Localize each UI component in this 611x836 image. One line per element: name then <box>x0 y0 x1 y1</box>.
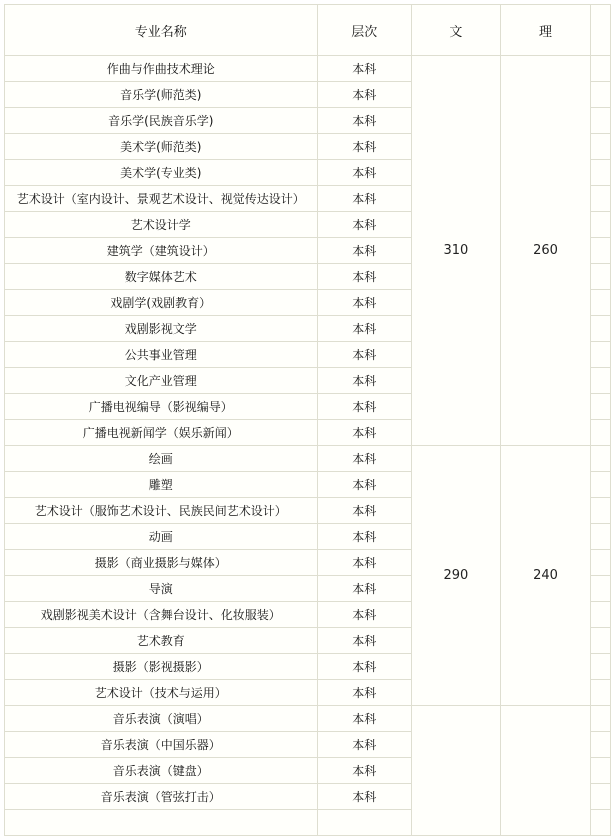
level-cell: 本科 <box>317 706 412 732</box>
header-row <box>5 5 611 56</box>
extra-cell <box>591 706 611 732</box>
extra-cell <box>591 186 611 212</box>
level-cell: 本科 <box>317 654 412 680</box>
major-name-cell: 建筑学（建筑设计） <box>5 238 318 264</box>
major-name-cell: 雕塑 <box>5 472 318 498</box>
level-cell: 本科 <box>317 186 412 212</box>
extra-cell <box>591 654 611 680</box>
major-name-cell: 公共事业管理 <box>5 342 318 368</box>
level-cell: 本科 <box>317 732 412 758</box>
li-score-cell <box>500 706 591 836</box>
extra-cell <box>591 212 611 238</box>
extra-cell <box>591 602 611 628</box>
extra-cell <box>591 316 611 342</box>
major-name-cell: 广播电视新闻学（娱乐新闻） <box>5 420 318 446</box>
extra-cell <box>591 472 611 498</box>
major-name-cell: 音乐表演（中国乐器） <box>5 732 318 758</box>
extra-cell <box>591 498 611 524</box>
level-cell: 本科 <box>317 472 412 498</box>
level-cell: 本科 <box>317 108 412 134</box>
major-name-cell: 美术学(专业类) <box>5 160 318 186</box>
level-cell: 本科 <box>317 290 412 316</box>
level-cell: 本科 <box>317 602 412 628</box>
table-row <box>5 56 611 82</box>
extra-cell <box>591 290 611 316</box>
extra-cell <box>591 56 611 82</box>
level-cell <box>317 810 412 836</box>
extra-cell <box>591 680 611 706</box>
extra-cell <box>591 810 611 836</box>
extra-cell <box>591 82 611 108</box>
major-name-cell: 作曲与作曲技术理论 <box>5 56 318 82</box>
level-cell: 本科 <box>317 316 412 342</box>
header-major-name: 专业名称 <box>5 5 318 56</box>
extra-cell <box>591 524 611 550</box>
level-cell: 本科 <box>317 758 412 784</box>
extra-cell <box>591 238 611 264</box>
wen-score-cell: 290 <box>412 446 501 706</box>
level-cell: 本科 <box>317 420 412 446</box>
major-name-cell: 广播电视编导（影视编导） <box>5 394 318 420</box>
level-cell: 本科 <box>317 368 412 394</box>
extra-cell <box>591 342 611 368</box>
level-cell: 本科 <box>317 550 412 576</box>
table-body <box>5 56 611 836</box>
major-name-cell: 音乐表演（演唱） <box>5 706 318 732</box>
extra-cell <box>591 368 611 394</box>
li-score-cell: 240 <box>500 446 591 706</box>
major-name-cell: 摄影（影视摄影） <box>5 654 318 680</box>
level-cell: 本科 <box>317 394 412 420</box>
level-cell: 本科 <box>317 446 412 472</box>
extra-cell <box>591 420 611 446</box>
major-name-cell: 动画 <box>5 524 318 550</box>
major-name-cell: 音乐学(师范类) <box>5 82 318 108</box>
level-cell: 本科 <box>317 264 412 290</box>
major-name-cell: 艺术教育 <box>5 628 318 654</box>
major-name-cell: 导演 <box>5 576 318 602</box>
major-name-cell: 绘画 <box>5 446 318 472</box>
extra-cell <box>591 784 611 810</box>
extra-cell <box>591 108 611 134</box>
table-row <box>5 446 611 472</box>
li-score-cell: 260 <box>500 56 591 446</box>
level-cell: 本科 <box>317 160 412 186</box>
admission-score-table <box>4 4 611 836</box>
extra-cell <box>591 134 611 160</box>
extra-cell <box>591 160 611 186</box>
level-cell: 本科 <box>317 576 412 602</box>
level-cell: 本科 <box>317 628 412 654</box>
major-name-cell: 艺术设计学 <box>5 212 318 238</box>
major-name-cell: 音乐表演（管弦打击） <box>5 784 318 810</box>
major-name-cell: 音乐表演（键盘） <box>5 758 318 784</box>
major-name-cell: 艺术设计（技术与运用） <box>5 680 318 706</box>
wen-score-cell: 310 <box>412 56 501 446</box>
header-level: 层次 <box>317 5 412 56</box>
extra-cell <box>591 446 611 472</box>
extra-cell <box>591 628 611 654</box>
level-cell: 本科 <box>317 82 412 108</box>
extra-cell <box>591 758 611 784</box>
extra-cell <box>591 576 611 602</box>
major-name-cell: 音乐学(民族音乐学) <box>5 108 318 134</box>
level-cell: 本科 <box>317 212 412 238</box>
major-name-cell: 戏剧学(戏剧教育） <box>5 290 318 316</box>
level-cell: 本科 <box>317 498 412 524</box>
extra-cell <box>591 550 611 576</box>
major-name-cell: 美术学(师范类) <box>5 134 318 160</box>
major-name-cell: 文化产业管理 <box>5 368 318 394</box>
table-row <box>5 706 611 732</box>
major-name-cell: 摄影（商业摄影与媒体） <box>5 550 318 576</box>
extra-cell <box>591 732 611 758</box>
extra-cell <box>591 264 611 290</box>
level-cell: 本科 <box>317 238 412 264</box>
header-li: 理 <box>500 5 591 56</box>
level-cell: 本科 <box>317 342 412 368</box>
level-cell: 本科 <box>317 56 412 82</box>
major-name-cell: 艺术设计（服饰艺术设计、民族民间艺术设计） <box>5 498 318 524</box>
major-name-cell: 数字媒体艺术 <box>5 264 318 290</box>
level-cell: 本科 <box>317 784 412 810</box>
major-name-cell: 戏剧影视文学 <box>5 316 318 342</box>
level-cell: 本科 <box>317 134 412 160</box>
extra-column <box>591 5 611 56</box>
major-name-cell: 戏剧影视美术设计（含舞台设计、化妆服装） <box>5 602 318 628</box>
level-cell: 本科 <box>317 680 412 706</box>
header-wen: 文 <box>412 5 501 56</box>
extra-cell <box>591 394 611 420</box>
major-name-cell: 艺术设计（室内设计、景观艺术设计、视觉传达设计） <box>5 186 318 212</box>
level-cell: 本科 <box>317 524 412 550</box>
wen-score-cell <box>412 706 501 836</box>
major-name-cell <box>5 810 318 836</box>
